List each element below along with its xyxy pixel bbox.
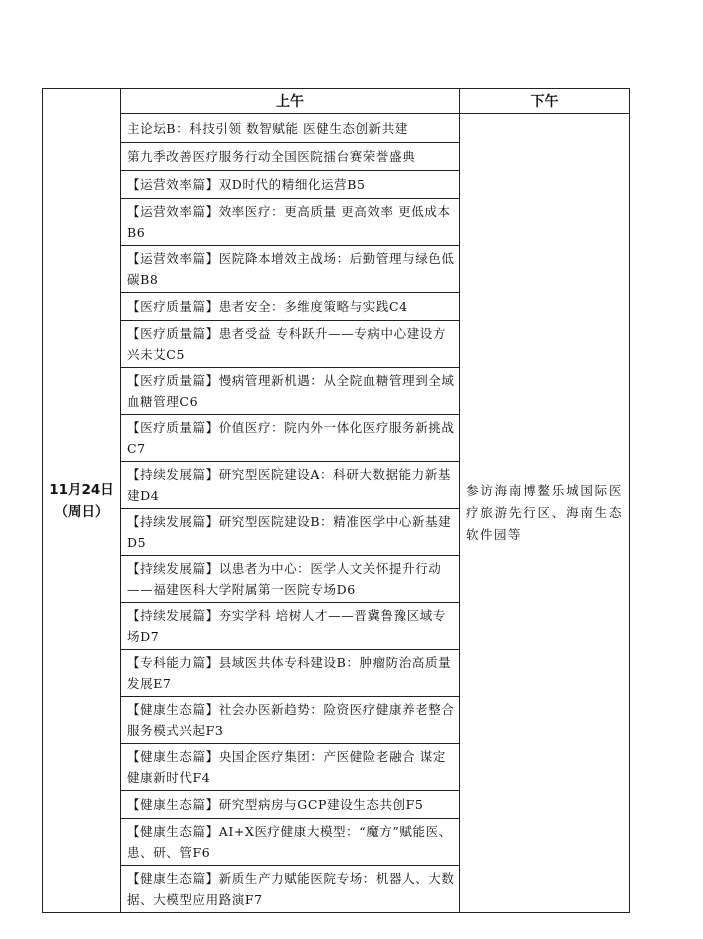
session-cell: 第九季改善医疗服务行动全国医院擂台赛荣誉盛典 — [121, 143, 460, 171]
afternoon-cell: 参访海南博鳌乐城国际医疗旅游先行区、海南生态软件园等 — [460, 114, 630, 913]
date-cell — [43, 89, 121, 913]
session-row — [43, 114, 630, 143]
schedule-table — [42, 88, 630, 913]
header-row — [43, 89, 630, 114]
session-cell: 【持续发展篇】以患者为中心：医学人文关怀提升行动——福建医科大学附属第一医院专场D6 — [121, 556, 460, 603]
date-day: 11月24日 — [49, 481, 114, 498]
session-cell: 【运营效率篇】医院降本增效主战场：后勤管理与绿色低碳B8 — [121, 246, 460, 293]
header-afternoon: 下午 — [460, 89, 630, 114]
session-cell: 【医疗质量篇】慢病管理新机遇：从全院血糖管理到全域血糖管理C6 — [121, 368, 460, 415]
session-cell: 【运营效率篇】效率医疗：更高质量 更高效率 更低成本B6 — [121, 199, 460, 246]
session-cell: 【健康生态篇】社会办医新趋势：险资医疗健康养老整合服务模式兴起F3 — [121, 697, 460, 744]
session-cell: 【健康生态篇】新质生产力赋能医院专场：机器人、大数据、大模型应用路演F7 — [121, 866, 460, 913]
session-cell: 【持续发展篇】研究型医院建设B：精准医学中心新基建D5 — [121, 509, 460, 556]
session-cell: 【持续发展篇】研究型医院建设A：科研大数据能力新基建D4 — [121, 462, 460, 509]
session-cell: 【医疗质量篇】价值医疗：院内外一体化医疗服务新挑战 C7 — [121, 415, 460, 462]
session-cell: 【专科能力篇】县域医共体专科建设B：肿瘤防治高质量发展E7 — [121, 650, 460, 697]
session-cell: 【运营效率篇】双D时代的精细化运营B5 — [121, 171, 460, 199]
session-cell: 【医疗质量篇】患者受益 专科跃升——专病中心建设方兴未艾C5 — [121, 321, 460, 368]
session-cell: 【持续发展篇】夯实学科 培树人才——晋冀鲁豫区域专场D7 — [121, 603, 460, 650]
session-cell: 【健康生态篇】AI+X医疗健康大模型：“魔方”赋能医、患、研、管F6 — [121, 819, 460, 866]
header-morning: 上午 — [121, 89, 460, 114]
session-cell: 【健康生态篇】研究型病房与GCP建设生态共创F5 — [121, 791, 460, 819]
session-cell: 主论坛B：科技引领 数智赋能 医健生态创新共建 — [121, 114, 460, 143]
session-cell: 【医疗质量篇】患者安全：多维度策略与实践C4 — [121, 293, 460, 321]
date-weekday: （周日） — [54, 503, 109, 520]
session-cell: 【健康生态篇】央国企医疗集团：产医健险老融合 谋定健康新时代F4 — [121, 744, 460, 791]
